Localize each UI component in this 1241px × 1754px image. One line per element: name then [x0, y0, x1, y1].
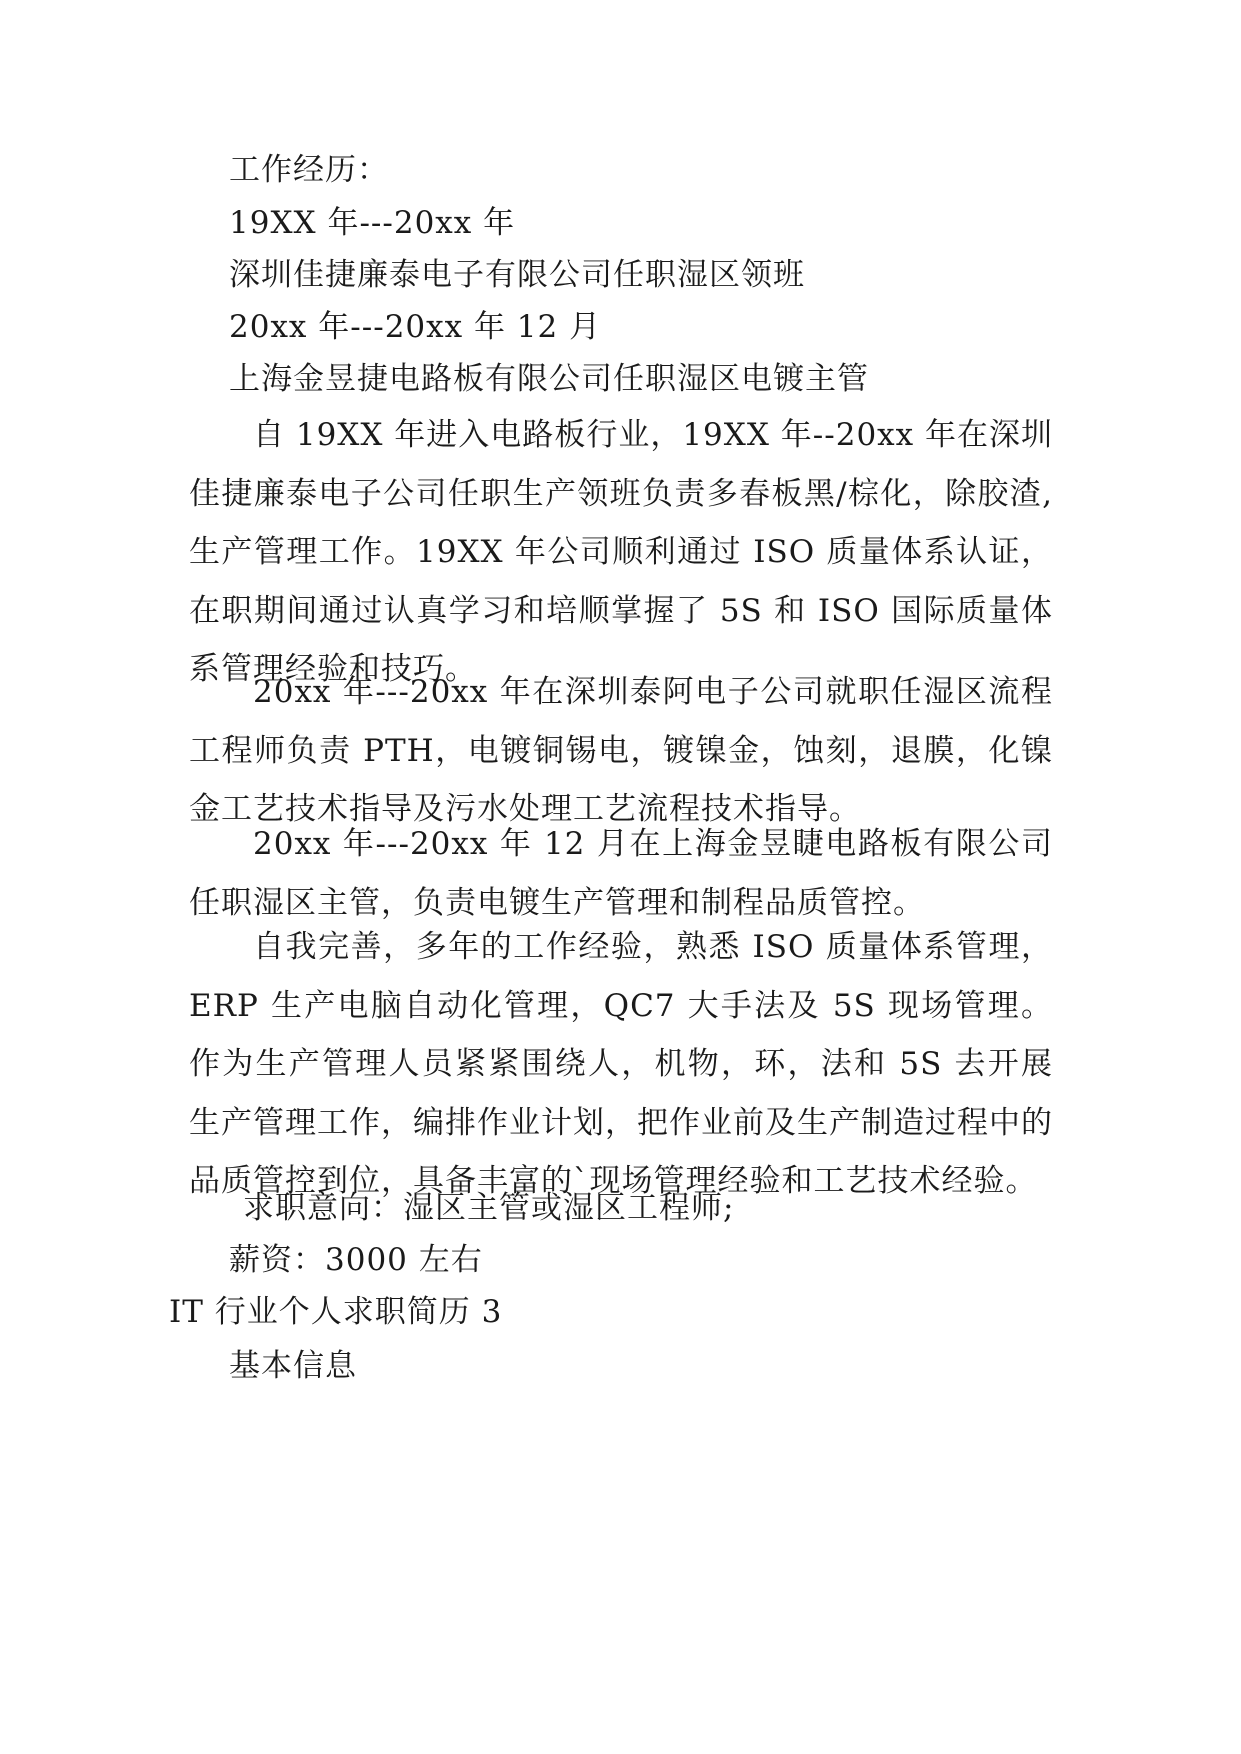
self-summary-paragraph: 自我完善，多年的工作经验，熟悉 ISO 质量体系管理，ERP 生产电脑自动化管理，QC7 大手法及 5S 现场管理。作为生产管理人员紧紧围绕人，机物，环，法和 5S 去开展生产管理工作，编排作业计划，把作业前及生产制造过程中的品质管控到位，具备丰富的`现场管理经验和工艺技术经验。: [189, 929, 1053, 1199]
resume-title: IT 行业个人求职简历 3: [169, 1294, 503, 1330]
experience-paragraph-1: 自 19XX 年进入电路板行业，19XX 年--20xx 年在深圳佳捷廉泰电子公司任职生产领班负责多春板黑/棕化，除胶渣,生产管理工作。19XX 年公司顺利通过 ISO 质量体系认证，在职期间通过认真学习和培顺掌握了 5S 和 ISO 国际质量体系管理经验和技巧。: [189, 417, 1053, 687]
work-history-heading: 工作经历：: [229, 152, 389, 188]
work-period-1: 19XX 年---20xx 年: [229, 205, 516, 241]
salary-line: 薪资：3000 左右: [229, 1242, 483, 1278]
work-company-1: 深圳佳捷廉泰电子有限公司任职湿区领班: [229, 257, 805, 293]
experience-paragraph-3: 20xx 年---20xx 年 12 月在上海金昱睫电路板有限公司任职湿区主管，负责电镀生产管理和制程品质管控。: [189, 826, 1053, 921]
work-period-2: 20xx 年---20xx 年 12 月: [229, 309, 602, 345]
work-company-2: 上海金昱捷电路板有限公司任职湿区电镀主管: [229, 361, 869, 397]
job-intention: 求职意向：湿区主管或湿区工程师;: [243, 1190, 735, 1226]
experience-paragraph-2: 20xx 年---20xx 年在深圳泰阿电子公司就职任湿区流程工程师负责 PTH，电镀铜锡电，镀镍金，蚀刻，退膜，化镍金工艺技术指导及污水处理工艺流程技术指导。: [189, 674, 1053, 827]
basic-info-heading: 基本信息: [229, 1348, 357, 1384]
